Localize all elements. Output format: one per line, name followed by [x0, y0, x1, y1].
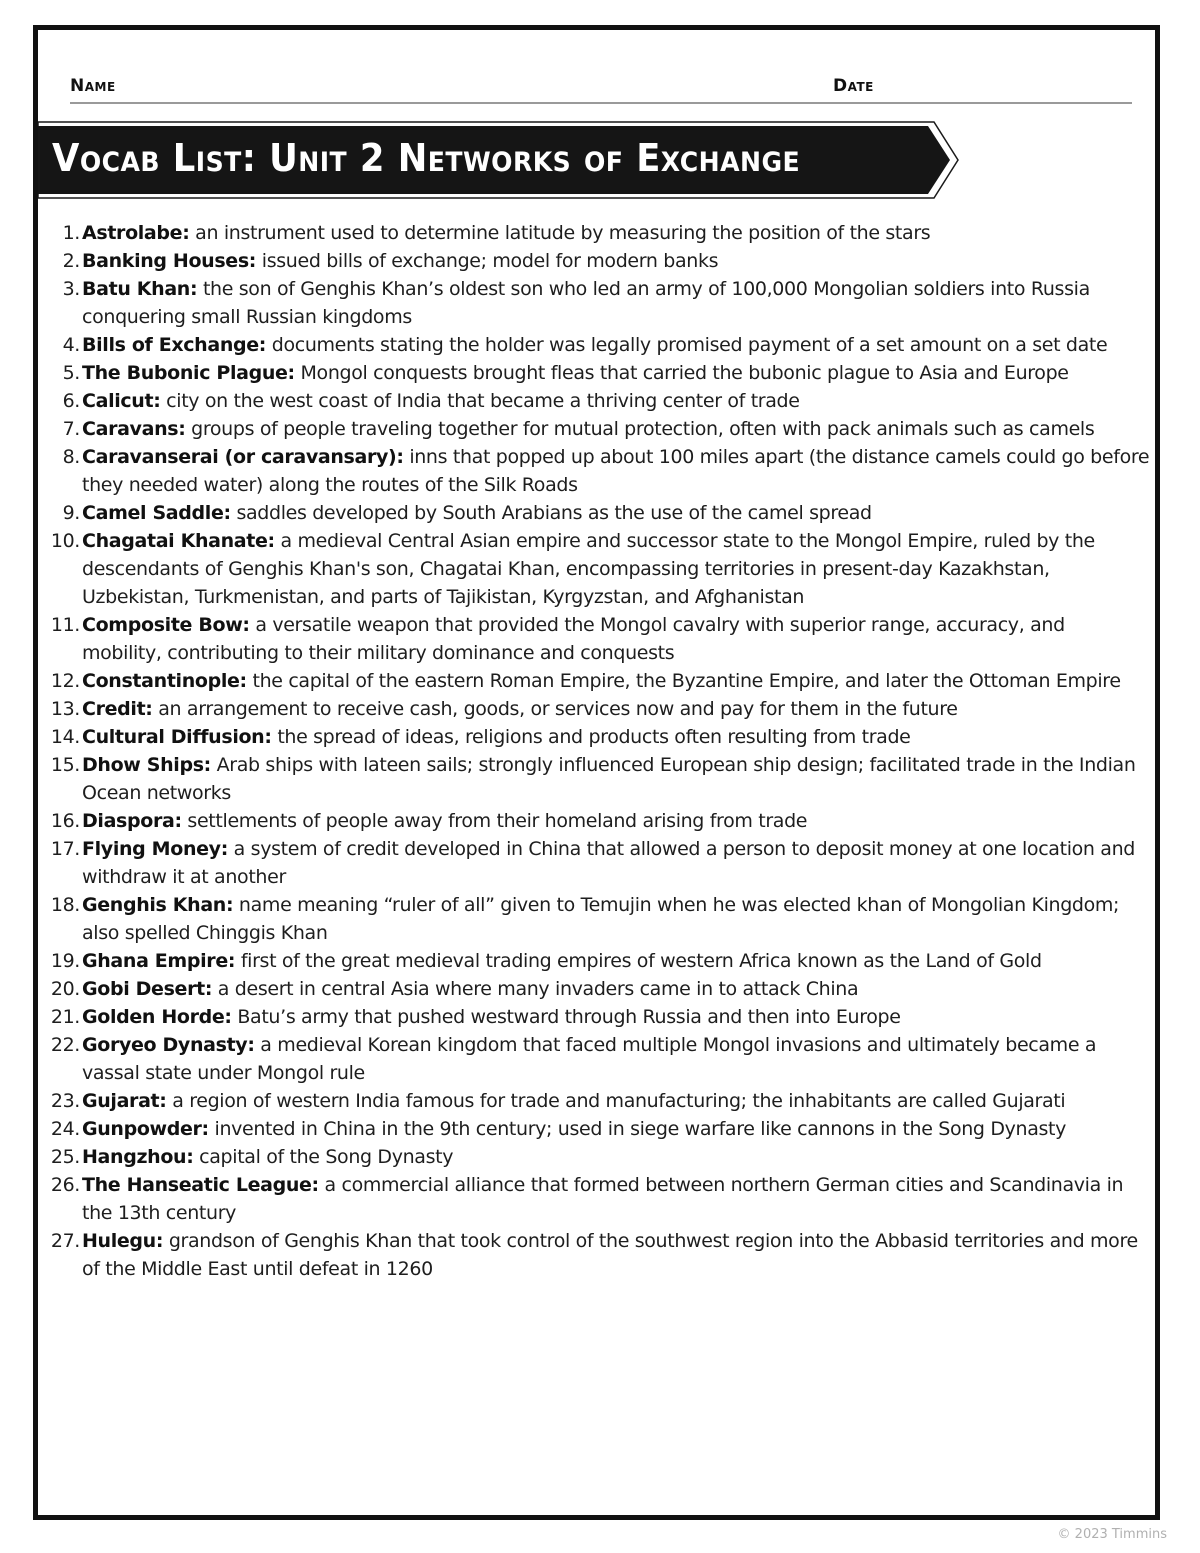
- vocab-term: Flying Money:: [82, 838, 228, 860]
- vocab-term: Bills of Exchange:: [82, 334, 267, 356]
- vocab-definition: a system of credit developed in China that allowed a person to deposit money at one location and withdraw it at another: [82, 838, 1135, 888]
- vocab-definition: issued bills of exchange; model for modern banks: [261, 250, 719, 272]
- vocab-term: Gunpowder:: [82, 1118, 209, 1140]
- vocab-definition: a commercial alliance that formed between northern German cities and Scandinavia in the 13th century: [82, 1174, 1124, 1224]
- vocab-item: [44, 219, 1150, 247]
- vocab-number: 2.: [62, 250, 80, 272]
- vocab-item: [44, 975, 1150, 1003]
- vocab-number: 10.: [50, 530, 80, 552]
- vocab-item: [44, 443, 1150, 499]
- vocab-term: Caravanserai (or caravansary):: [82, 446, 404, 468]
- vocab-term: The Bubonic Plague:: [82, 362, 295, 384]
- vocab-definition: Batu’s army that pushed westward through Russia and then into Europe: [237, 1006, 901, 1028]
- date-label: Date: [833, 76, 874, 96]
- vocab-term: The Hanseatic League:: [82, 1174, 319, 1196]
- name-label: Name: [70, 76, 116, 96]
- vocab-number: 6.: [62, 390, 80, 412]
- vocab-number: 5.: [62, 362, 80, 384]
- vocab-term: Golden Horde:: [82, 1006, 232, 1028]
- vocab-number: 3.: [62, 278, 80, 300]
- vocab-definition: an arrangement to receive cash, goods, or services now and pay for them in the future: [158, 698, 958, 720]
- vocab-term: Composite Bow:: [82, 614, 250, 636]
- vocab-definition: documents stating the holder was legally promised payment of a set amount on a set date: [271, 334, 1108, 356]
- vocab-number: 11.: [50, 614, 80, 636]
- vocab-number: 15.: [50, 754, 80, 776]
- vocab-term: Constantinople:: [82, 670, 247, 692]
- vocab-number: 21.: [50, 1006, 80, 1028]
- vocab-definition: the spread of ideas, religions and products often resulting from trade: [277, 726, 911, 748]
- vocab-definition: name meaning “ruler of all” given to Temujin when he was elected khan of Mongolian Kingdom; also spelled Chinggis Khan: [82, 894, 1120, 944]
- vocab-term: Hulegu:: [82, 1230, 164, 1252]
- vocab-number: 20.: [50, 978, 80, 1000]
- vocab-term: Cultural Diffusion:: [82, 726, 272, 748]
- vocab-definition: grandson of Genghis Khan that took control of the southwest region into the Abbasid territories and more of the Middle East until defeat in 1260: [82, 1230, 1138, 1280]
- vocab-list: [44, 219, 1150, 1283]
- vocab-item: [44, 331, 1150, 359]
- vocab-item: [44, 1171, 1150, 1227]
- vocab-item: [44, 723, 1150, 751]
- vocab-number: 7.: [62, 418, 80, 440]
- vocab-term: Ghana Empire:: [82, 950, 236, 972]
- vocab-definition: a medieval Korean kingdom that faced multiple Mongol invasions and ultimately became a vassal state under Mongol rule: [82, 1034, 1097, 1084]
- vocab-definition: capital of the Song Dynasty: [199, 1146, 454, 1168]
- vocab-number: 12.: [50, 670, 80, 692]
- vocab-number: 1.: [62, 222, 80, 244]
- vocab-number: 25.: [50, 1146, 80, 1168]
- vocab-item: [44, 387, 1150, 415]
- vocab-term: Batu Khan:: [82, 278, 198, 300]
- vocab-definition: an instrument used to determine latitude by measuring the position of the stars: [195, 222, 931, 244]
- vocab-item: [44, 1115, 1150, 1143]
- name-date-row: [70, 74, 1132, 104]
- vocab-term: Dhow Ships:: [82, 754, 211, 776]
- vocab-item: [44, 751, 1150, 807]
- vocab-term: Caravans:: [82, 418, 186, 440]
- vocab-item: [44, 807, 1150, 835]
- vocab-term: Hangzhou:: [82, 1146, 194, 1168]
- vocab-item: [44, 1087, 1150, 1115]
- vocab-term: Genghis Khan:: [82, 894, 234, 916]
- copyright-notice: © 2023 Timmins: [1057, 1527, 1167, 1542]
- vocab-definition: Mongol conquests brought fleas that carried the bubonic plague to Asia and Europe: [300, 362, 1069, 384]
- vocab-item: [44, 947, 1150, 975]
- vocab-term: Credit:: [82, 698, 153, 720]
- vocab-number: 24.: [50, 1118, 80, 1140]
- vocab-item: [44, 611, 1150, 667]
- vocab-term: Camel Saddle:: [82, 502, 231, 524]
- vocab-definition: Arab ships with lateen sails; strongly influenced European ship design; facilitated trade in the Indian Ocean networks: [82, 754, 1136, 804]
- vocab-number: 17.: [50, 838, 80, 860]
- page-title: Vocab List: Unit 2 Networks of Exchange: [52, 136, 801, 180]
- vocab-definition: a region of western India famous for trade and manufacturing; the inhabitants are called Gujarati: [172, 1090, 1066, 1112]
- vocab-number: 19.: [50, 950, 80, 972]
- vocab-definition: groups of people traveling together for mutual protection, often with pack animals such as camels: [191, 418, 1095, 440]
- vocab-definition: settlements of people away from their homeland arising from trade: [187, 810, 808, 832]
- vocab-term: Diaspora:: [82, 810, 182, 832]
- vocab-item: [44, 247, 1150, 275]
- title-banner: [38, 120, 960, 200]
- vocab-term: Goryeo Dynasty:: [82, 1034, 255, 1056]
- vocab-definition: a versatile weapon that provided the Mongol cavalry with superior range, accuracy, and mobility, contributing to their military dominance and conquests: [82, 614, 1065, 664]
- vocab-term: Astrolabe:: [82, 222, 190, 244]
- vocab-number: 22.: [50, 1034, 80, 1056]
- vocab-item: [44, 359, 1150, 387]
- vocab-item: [44, 275, 1150, 331]
- vocab-item: [44, 1143, 1150, 1171]
- vocab-number: 9.: [62, 502, 80, 524]
- vocab-definition: first of the great medieval trading empires of western Africa known as the Land of Gold: [240, 950, 1042, 972]
- vocab-term: Banking Houses:: [82, 250, 257, 272]
- vocab-term: Gujarat:: [82, 1090, 167, 1112]
- vocab-item: [44, 667, 1150, 695]
- vocab-number: 27.: [50, 1230, 80, 1252]
- vocab-term: Calicut:: [82, 390, 161, 412]
- vocab-number: 18.: [50, 894, 80, 916]
- vocab-item: [44, 499, 1150, 527]
- vocab-number: 8.: [62, 446, 80, 468]
- vocab-item: [44, 415, 1150, 443]
- vocab-definition: a desert in central Asia where many invaders came in to attack China: [217, 978, 859, 1000]
- vocab-item: [44, 1227, 1150, 1283]
- vocab-definition: the son of Genghis Khan’s oldest son who led an army of 100,000 Mongolian soldiers into Russia conquering small Russian kingdoms: [82, 278, 1090, 328]
- vocab-item: [44, 695, 1150, 723]
- vocab-term: Chagatai Khanate:: [82, 530, 275, 552]
- vocab-definition: inns that popped up about 100 miles apart (the distance camels could go before they needed water) along the routes of the Silk Roads: [82, 446, 1150, 496]
- vocab-number: 13.: [50, 698, 80, 720]
- vocab-definition: the capital of the eastern Roman Empire, the Byzantine Empire, and later the Ottoman Empire: [252, 670, 1121, 692]
- vocab-term: Gobi Desert:: [82, 978, 213, 1000]
- vocab-definition: invented in China in the 9th century; used in siege warfare like cannons in the Song Dynasty: [214, 1118, 1067, 1140]
- vocab-definition: saddles developed by South Arabians as the use of the camel spread: [236, 502, 872, 524]
- vocab-number: 14.: [50, 726, 80, 748]
- vocab-item: [44, 891, 1150, 947]
- vocab-number: 23.: [50, 1090, 80, 1112]
- vocab-item: [44, 1031, 1150, 1087]
- vocab-item: [44, 835, 1150, 891]
- vocab-item: [44, 527, 1150, 611]
- vocab-number: 4.: [62, 334, 80, 356]
- vocab-item: [44, 1003, 1150, 1031]
- vocab-number: 16.: [50, 810, 80, 832]
- vocab-number: 26.: [50, 1174, 80, 1196]
- vocab-definition: a medieval Central Asian empire and successor state to the Mongol Empire, ruled by the descendants of Genghis Khan's son, Chagatai Khan, encompassing territories in present-day Kazakhstan, Uzbekistan, Turkmenistan, and parts of Tajikistan, Kyrgyzstan, and Afghanistan: [82, 530, 1095, 608]
- vocab-definition: city on the west coast of India that became a thriving center of trade: [166, 390, 800, 412]
